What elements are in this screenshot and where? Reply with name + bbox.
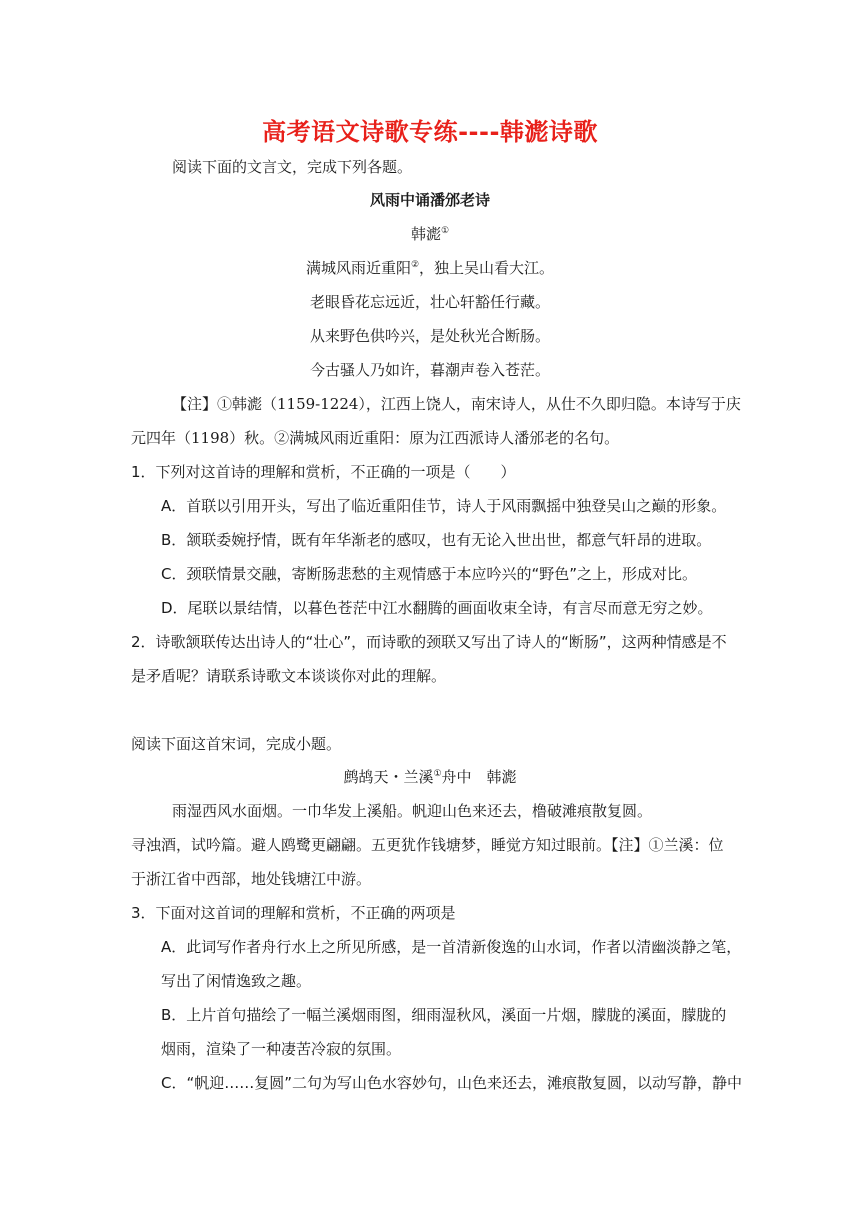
question-3-option-c-line-1: C．“帆迎……复圆”二句为写山色水容妙句，山色来还去，滩痕散复圆，以动写静，静中 [161, 1074, 743, 1092]
poem1-line-2: 老眼昏花忘远近，壮心轩豁任行藏。 [309, 293, 550, 311]
poem2-title-b: 舟中 韩滮 [441, 768, 517, 786]
question-3-option-a-line-2: 写出了闲情逸致之趣。 [161, 972, 312, 990]
poem2-line-2: 寻浊酒，试吟篇。避人鸥鹭更翩翩。五更犹作钱塘梦，睡觉方知过眼前。【注】①兰溪：位 [131, 836, 724, 854]
question-3-option-b-line-2: 烟雨，渲染了一种凄苦冷寂的氛围。 [161, 1040, 402, 1058]
document-title: 高考语文诗歌专练----韩滮诗歌 [262, 118, 598, 146]
poem1-line-1b: ，独上吴山看大江。 [419, 259, 555, 277]
poem1-line-1a: 满城风雨近重阳 [305, 259, 411, 277]
poem1-line-1 [0, 258, 860, 278]
poem2-title-a: 鹧鸪天・兰溪 [343, 768, 434, 786]
poem1-author-name: 韩滮 [410, 225, 441, 243]
question-3-option-a-line-1: A．此词写作者舟行水上之所见所感，是一首清新俊逸的山水词，作者以清幽淡静之笔， [161, 938, 742, 956]
question-1-option-c: C．颈联情景交融，寄断肠悲愁的主观情感于本应吟兴的“野色”之上，形成对比。 [161, 565, 698, 583]
poem1-line-3: 从来野色供吟兴，是处秋光合断肠。 [309, 327, 550, 345]
question-3-option-b-line-1: B．上片首句描绘了一幅兰溪烟雨图，细雨湿秋风，溪面一片烟，朦胧的溪面，朦胧的 [161, 1006, 727, 1024]
question-1-option-b: B．颔联委婉抒情，既有年华渐老的感叹，也有无论入世出世，都意气轩昂的进取。 [161, 531, 712, 549]
note-mark: ① [433, 769, 442, 779]
poem2-line-1: 雨湿西风水面烟。一巾华发上溪船。帆迎山色来还去，橹破滩痕散复圆。 [172, 802, 653, 820]
question-3-stem: 3．下面对这首词的理解和赏析，不正确的两项是 [131, 904, 456, 922]
question-1-stem: 1．下列对这首诗的理解和赏析，不正确的一项是（ ） [131, 463, 516, 481]
note-mark: ① [440, 226, 450, 236]
question-1-option-a: A．首联以引用开头，写出了临近重阳佳节，诗人于风雨飘摇中独登吴山之巅的形象。 [161, 497, 727, 515]
note-mark: ② [410, 260, 420, 270]
question-2-line-1: 2．诗歌颔联传达出诗人的“壮心”，而诗歌的颈联又写出了诗人的“断肠”，这两种情感是不 [131, 633, 727, 651]
reading-instruction-1: 阅读下面的文言文，完成下列各题。 [172, 158, 413, 176]
poem2-line-3: 于浙江省中西部，地处钱塘江中游。 [131, 870, 372, 888]
poem1-note-line-1: 【注】①韩滮（1159-1224），江西上饶人，南宋诗人，从仕不久即归隐。本诗写于庆 [172, 395, 741, 413]
question-2-line-2: 是矛盾呢？请联系诗歌文本谈谈你对此的理解。 [131, 667, 447, 685]
poem1-line-4: 今古骚人乃如许，暮潮声卷入苍茫。 [309, 361, 550, 379]
poem1-title: 风雨中诵潘邠老诗 [369, 191, 490, 209]
reading-instruction-2: 阅读下面这首宋词，完成小题。 [131, 735, 342, 753]
poem1-author [0, 224, 860, 244]
poem2-title [0, 767, 860, 787]
poem1-note-line-2: 元四年（1198）秋。②满城风雨近重阳：原为江西派诗人潘邠老的名句。 [131, 429, 620, 447]
question-1-option-d: D．尾联以景结情，以暮色苍茫中江水翻腾的画面收束全诗，有言尽而意无穷之妙。 [161, 599, 713, 617]
